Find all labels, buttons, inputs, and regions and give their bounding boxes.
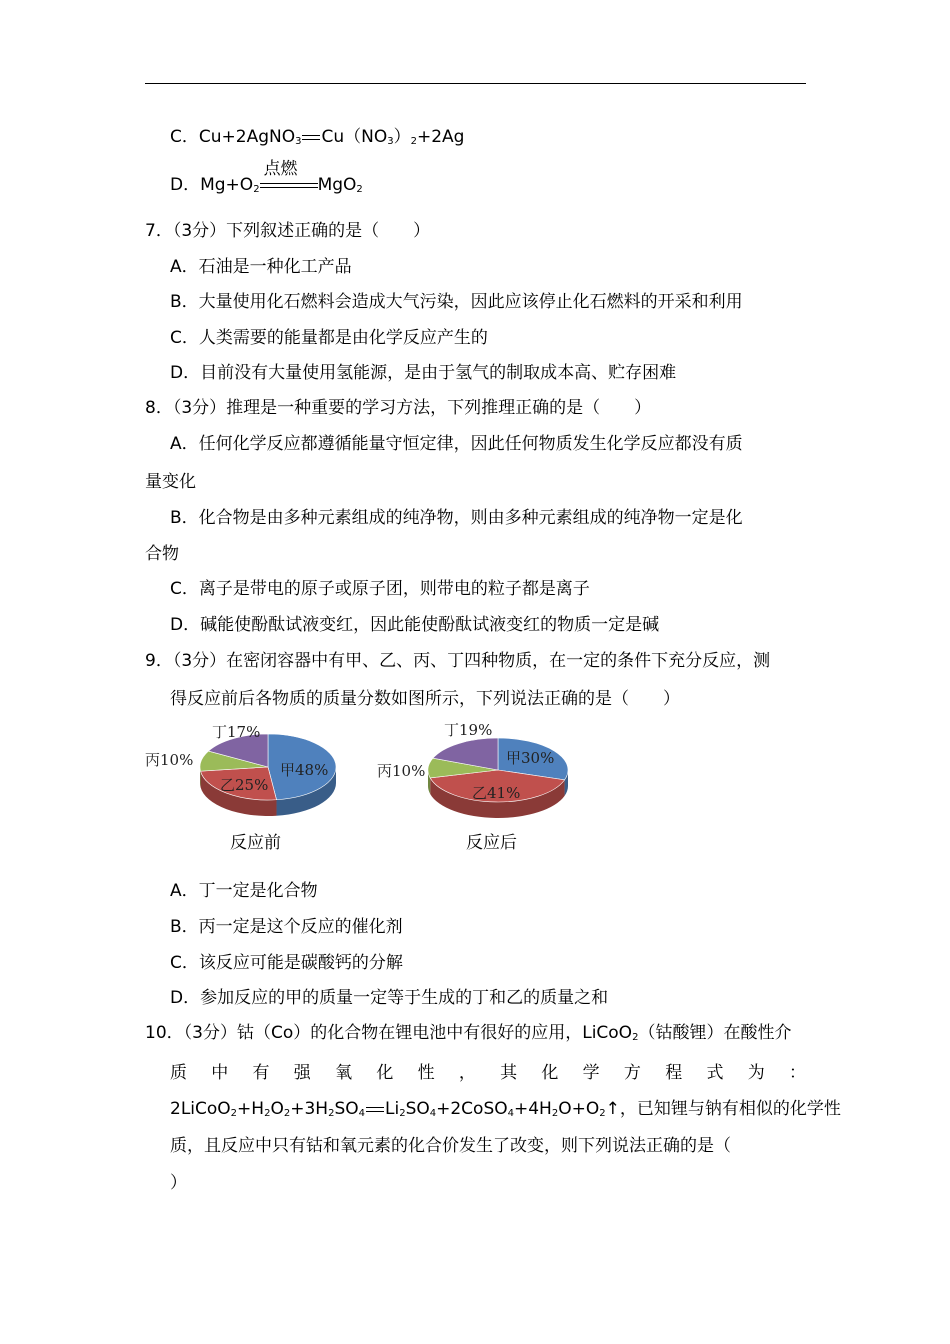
formula-part: Li <box>384 1099 400 1119</box>
q9-stem: 9．（3分）在密闭容器中有甲、乙、丙、丁四种物质，在一定的条件下充分反应，测 <box>145 651 771 671</box>
formula-part: O+O <box>558 1099 600 1119</box>
justified-char: 为 <box>747 1063 765 1083</box>
q9-option-b: B．丙一定是这个反应的催化剂 <box>170 917 403 937</box>
q10-stem-line2 <box>170 1062 806 1084</box>
subscript: 2 <box>599 1108 606 1119</box>
q7-stem: 7．（3分）下列叙述正确的是（ ） <box>145 221 431 241</box>
pie-chart-after <box>372 715 577 830</box>
pie-label-丁: 丁19% <box>444 721 493 739</box>
q7-option-b: B．大量使用化石燃料会造成大气污染，因此应该停止化石燃料的开采和利用 <box>170 292 743 312</box>
formula-part: Mg+O <box>200 175 254 195</box>
justified-char: 式 <box>706 1063 724 1083</box>
subscript: 2 <box>230 1108 238 1119</box>
subscript: 2 <box>632 1032 639 1043</box>
justified-line <box>170 1062 806 1084</box>
justified-char: 氧 <box>335 1063 353 1083</box>
subscript: 2 <box>264 1108 271 1119</box>
subscript: 2 <box>551 1108 559 1119</box>
pie-chart-before <box>140 715 340 825</box>
pie-label-甲: 甲48% <box>280 761 329 779</box>
formula-part: MgO <box>317 175 357 195</box>
q10-stem-line1 <box>145 1022 791 1049</box>
formula-part: ） <box>393 127 411 147</box>
justified-char: 程 <box>665 1063 683 1083</box>
subscript: 4 <box>429 1108 437 1119</box>
subscript: 2 <box>410 136 417 147</box>
equals-sign <box>302 135 320 140</box>
justified-char: 性 <box>417 1063 435 1083</box>
q8-option-d: D．碱能使酚酞试液变红，因此能使酚酞试液变红的物质一定是碱 <box>170 615 660 635</box>
justified-char: 化 <box>376 1063 394 1083</box>
pie-label-乙: 乙41% <box>472 784 521 802</box>
q7-option-d: D．目前没有大量使用氢能源，是由于氢气的制取成本高、贮存困难 <box>170 363 677 383</box>
text-part: （钴酸锂）在酸性介 <box>638 1023 792 1043</box>
formula-part: SO <box>405 1099 430 1119</box>
option-label: C． <box>170 127 199 147</box>
q6-option-c <box>170 126 464 153</box>
chart-caption-after: 反应后 <box>466 833 517 853</box>
q8-option-b-cont: 合物 <box>145 544 179 564</box>
q7-option-c: C．人类需要的能量都是由化学反应产生的 <box>170 328 488 348</box>
justified-char: 强 <box>293 1063 311 1083</box>
justified-char: 其 <box>500 1063 518 1083</box>
subscript: 2 <box>253 184 260 195</box>
justified-char: ： <box>788 1063 806 1083</box>
header-rule <box>145 83 806 84</box>
justified-char: 化 <box>541 1063 559 1083</box>
formula-part: Cu+2AgNO <box>198 127 296 147</box>
justified-char: 质 <box>170 1063 187 1083</box>
reaction-condition <box>260 159 318 196</box>
q9-stem-cont: 得反应前后各物质的质量分数如图所示，下列说法正确的是（ ） <box>170 689 680 709</box>
pie-label-丙: 丙10% <box>145 751 194 769</box>
q9-option-c: C．该反应可能是碳酸钙的分解 <box>170 953 403 973</box>
equals-sign <box>366 1107 384 1112</box>
q10-stem-line5: ） <box>170 1173 187 1193</box>
justified-char: ， <box>458 1063 476 1083</box>
q8-stem: 8．（3分）推理是一种重要的学习方法，下列推理正确的是（ ） <box>145 398 652 418</box>
subscript: 2 <box>356 184 363 195</box>
justified-char: 方 <box>623 1063 641 1083</box>
pie-label-甲: 甲30% <box>506 749 555 767</box>
q8-option-a: A．任何化学反应都遵循能量守恒定律，因此任何物质发生化学反应都没有质 <box>170 434 743 454</box>
option-label: D． <box>170 175 201 195</box>
pie-label-乙: 乙25% <box>220 776 269 794</box>
pie-label-丙: 丙10% <box>377 762 426 780</box>
formula-part: O <box>270 1099 284 1119</box>
q6-option-d <box>170 159 363 201</box>
formula-part: +H <box>237 1099 265 1119</box>
justified-char: 学 <box>582 1063 600 1083</box>
text-part: 10．（3分）钴（Co）的化合物在锂电池中有很好的应用，LiCoO <box>145 1023 633 1043</box>
q9-option-d: D．参加反应的甲的质量一定等于生成的丁和乙的质量之和 <box>170 988 609 1008</box>
q8-option-c: C．离子是带电的原子或原子团，则带电的粒子都是离子 <box>170 579 590 599</box>
text-part: ↑，已知锂与钠有相似的化学性 <box>605 1099 841 1119</box>
subscript: 3 <box>387 136 394 147</box>
subscript: 3 <box>295 136 302 147</box>
q8-option-a-cont: 量变化 <box>145 472 196 492</box>
subscript: 4 <box>358 1108 365 1119</box>
chart-caption-before: 反应前 <box>230 833 281 853</box>
justified-char: 有 <box>252 1063 270 1083</box>
subscript: 4 <box>507 1108 514 1119</box>
q7-option-a: A．石油是一种化工产品 <box>170 257 352 277</box>
q8-option-b: B．化合物是由多种元素组成的纯净物，则由多种元素组成的纯净物一定是化 <box>170 508 743 528</box>
formula-part: +2CoSO <box>436 1099 508 1119</box>
formula-part: +4H <box>514 1099 552 1119</box>
pie-label-丁: 丁17% <box>212 723 261 741</box>
condition-text: 点燃 <box>263 159 298 179</box>
subscript: 2 <box>283 1108 291 1119</box>
formula-part: +2Ag <box>416 127 465 147</box>
q10-equation <box>170 1098 841 1125</box>
formula-part: +3H <box>290 1099 329 1119</box>
formula-part: Cu（NO <box>321 127 388 147</box>
formula-part: 2LiCoO <box>170 1099 231 1119</box>
equals-sign <box>260 183 318 188</box>
q9-option-a: A．丁一定是化合物 <box>170 881 318 901</box>
q10-stem-line4: 质，且反应中只有钴和氧元素的化合价发生了改变，则下列说法正确的是（ <box>170 1136 731 1156</box>
justified-char: 中 <box>211 1063 229 1083</box>
subscript: 2 <box>399 1108 406 1119</box>
subscript: 2 <box>328 1108 335 1119</box>
formula-part: SO <box>334 1099 359 1119</box>
